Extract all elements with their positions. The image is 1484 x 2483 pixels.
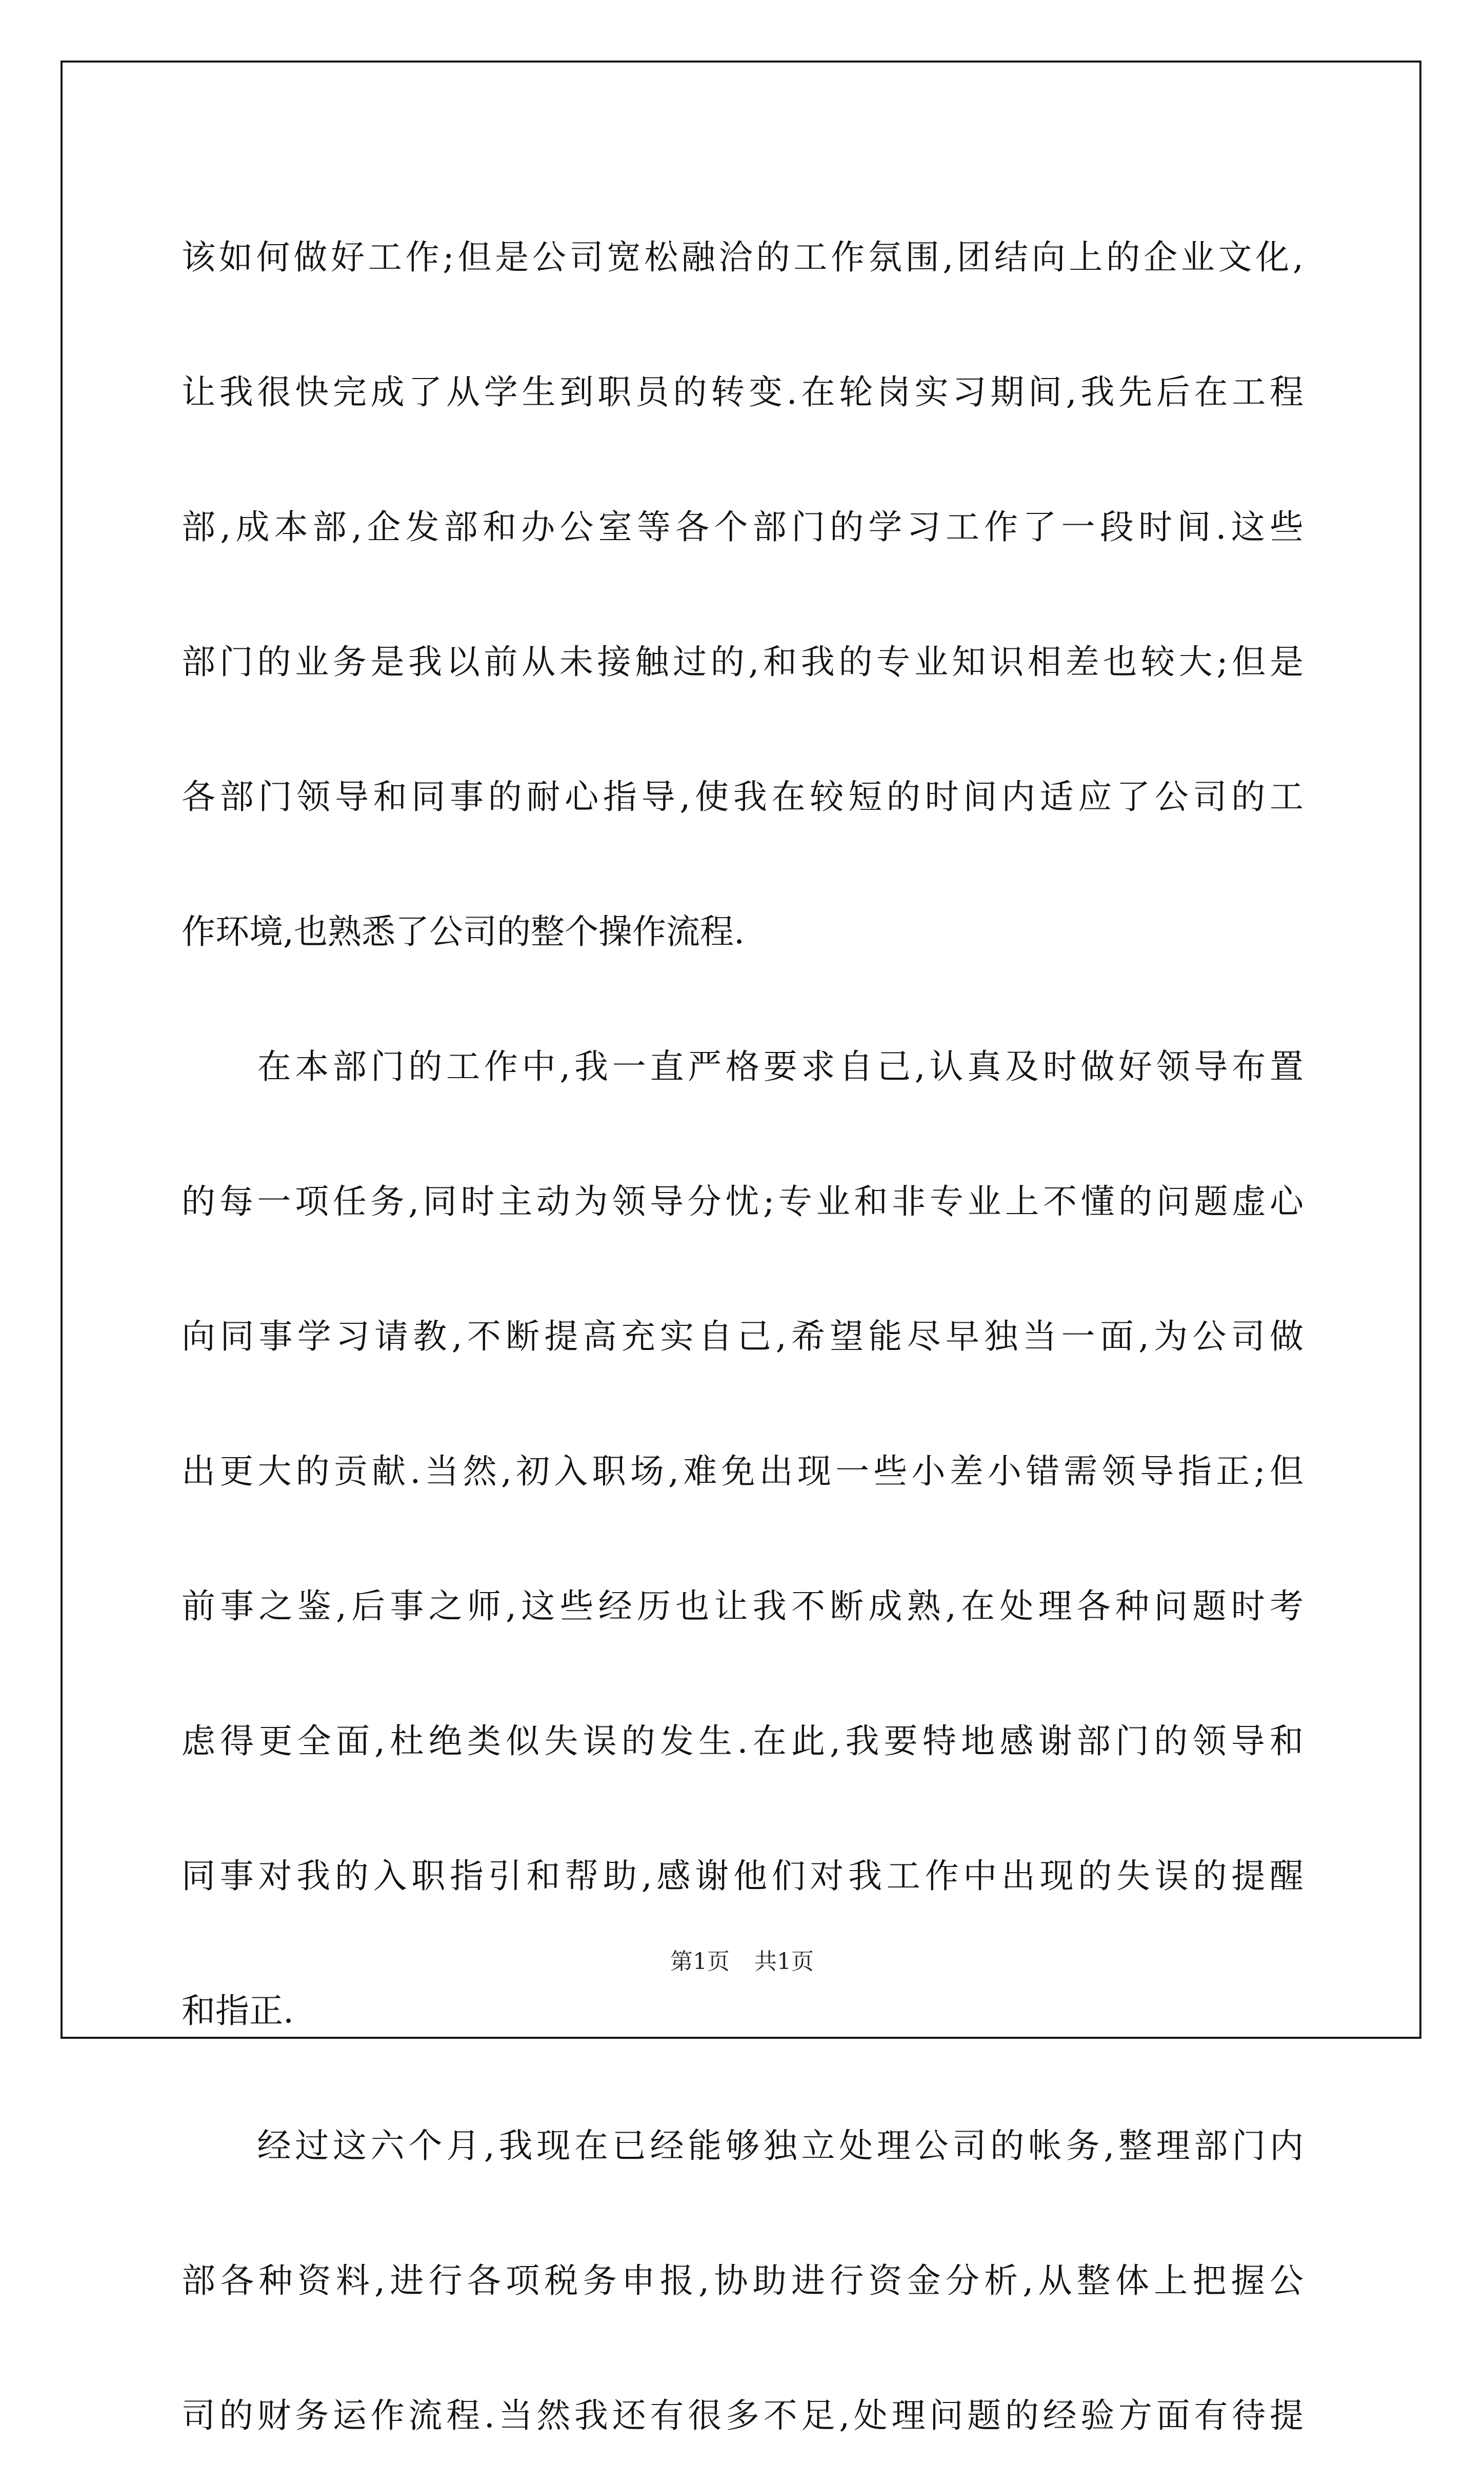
text-line: 司的财务运作流程.当然我还有很多不足,处理问题的经验方面有待提 bbox=[182, 2396, 1303, 2435]
text-line: 的每一项任务,同时主动为领导分忧;专业和非专业上不懂的问题虚心 bbox=[182, 1182, 1303, 1221]
document-body bbox=[182, 190, 1303, 2483]
text-line: 在本部门的工作中,我一直严格要求自己,认真及时做好领导布置 bbox=[182, 1047, 1303, 1086]
text-line: 向同事学习请教,不断提高充实自己,希望能尽早独当一面,为公司做 bbox=[182, 1317, 1303, 1356]
text-line: 各部门领导和同事的耐心指导,使我在较短的时间内适应了公司的工 bbox=[182, 777, 1303, 817]
text-line: 出更大的贡献.当然,初入职场,难免出现一些小差小错需领导指正;但 bbox=[182, 1452, 1303, 1491]
text-line: 经过这六个月,我现在已经能够独立处理公司的帐务,整理部门内 bbox=[182, 2126, 1303, 2166]
page-footer bbox=[0, 1943, 1484, 1976]
text-line: 部门的业务是我以前从未接触过的,和我的专业知识相差也较大;但是 bbox=[182, 642, 1303, 682]
text-line: 虑得更全面,杜绝类似失误的发生.在此,我要特地感谢部门的领导和 bbox=[182, 1721, 1303, 1761]
text-line: 和指正. bbox=[182, 1991, 294, 2031]
page-number: 第1页 bbox=[670, 1949, 730, 1975]
text-line: 部各种资料,进行各项税务申报,协助进行资金分析,从整体上把握公 bbox=[182, 2261, 1303, 2300]
page-total: 共1页 bbox=[754, 1949, 814, 1975]
text-line: 前事之鉴,后事之师,这些经历也让我不断成熟,在处理各种问题时考 bbox=[182, 1586, 1303, 1626]
text-line: 部,成本部,企发部和办公室等各个部门的学习工作了一段时间.这些 bbox=[182, 507, 1303, 547]
text-line: 同事对我的入职指引和帮助,感谢他们对我工作中出现的失误的提醒 bbox=[182, 1856, 1303, 1896]
text-line: 让我很快完成了从学生到职员的转变.在轮岗实习期间,我先后在工程 bbox=[182, 372, 1303, 412]
text-line: 该如何做好工作;但是公司宽松融洽的工作氛围,团结向上的企业文化, bbox=[182, 237, 1303, 277]
text-line: 作环境,也熟悉了公司的整个操作流程. bbox=[182, 912, 745, 951]
